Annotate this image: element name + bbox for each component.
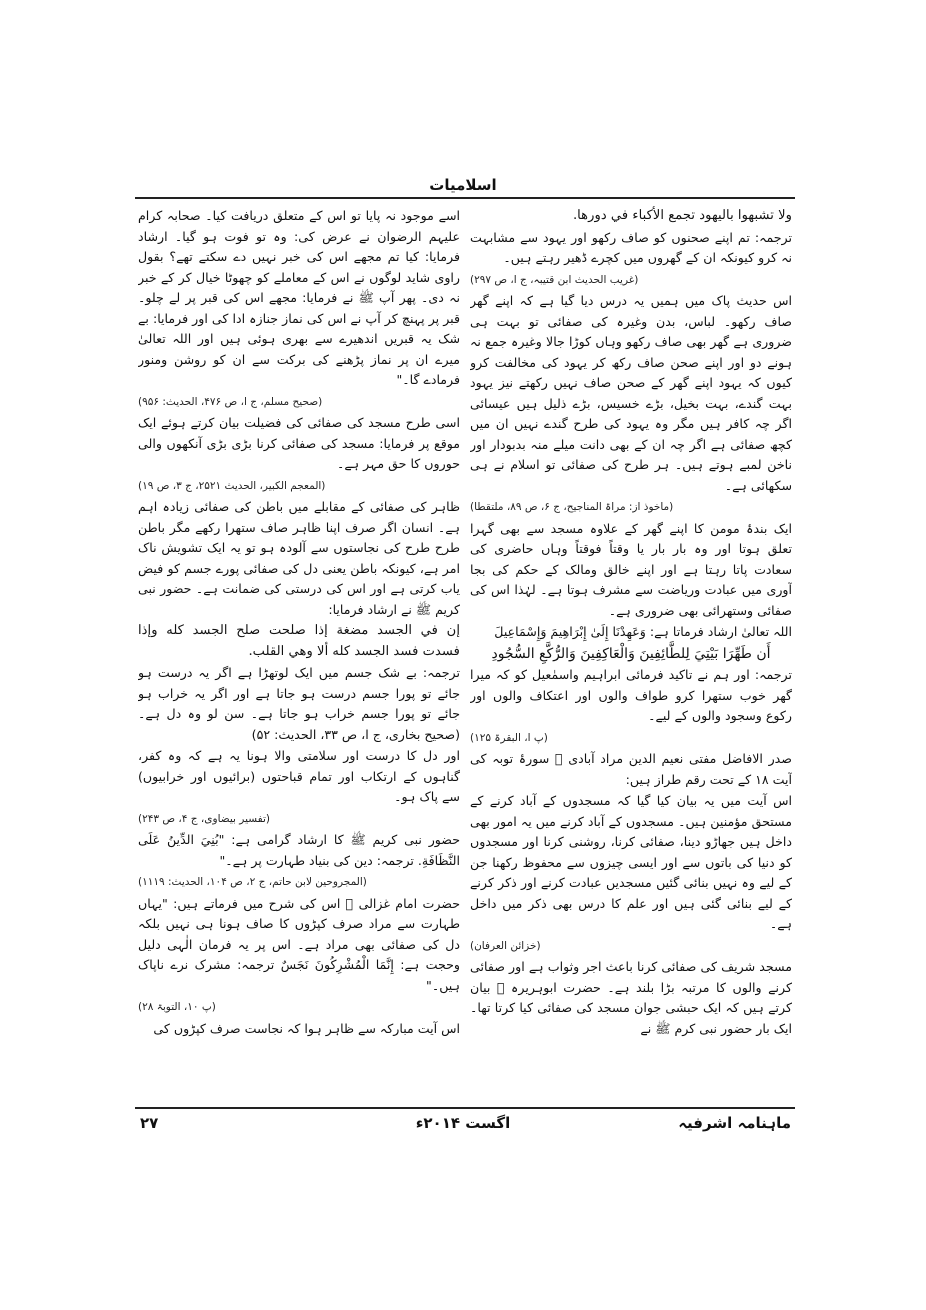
paragraph: اس آیت مبارکہ سے ظاہر ہوا کہ نجاست صرف کپڑوں کی (153, 1020, 460, 1036)
footer-divider (135, 1107, 795, 1109)
paragraph: اللہ تعالیٰ ارشاد فرماتا ہے: وَعَهِدْنَا إِلَىٰ إِبْرَاهِيمَ وَإِسْمَاعِيلَ (494, 624, 792, 639)
paragraph: ترجمہ: بے شک جسم میں ایک لوتھڑا ہے اگر یہ درست ہو جائے تو پورا جسم درست ہو جاتا ہے اور اگر یہ خراب ہو جائے تو پورا جسم خراب ہو جاتا ہے۔ سن لو وہ دل ہے۔ (صحیح بخاری، ج ا، ص ۳۳، الحدیث: ۵۲) (138, 665, 460, 742)
paragraph: ایک بندۂ مومن کا اپنے گھر کے علاوہ مسجد سے بھی گہرا تعلق ہوتا اور وہ بار بار یا وقتاً فوقتاً وہاں حاضری کی سعادت پاتا رہتا ہے اور اپنے خالق ومالک کے حکم کی بجا آوری میں عبادت وریاضت سے مشرف ہوتا ہے۔ لہٰذا اس کی صفائی وستھرائی بھی ضروری ہے۔ (470, 520, 792, 618)
citation: (صحیح مسلم، ج ا، ص ۴۷۶، الحدیث: ۹۵۶) (138, 395, 323, 408)
quran-verse: أَن طَهِّرَا بَيْتِيَ لِلطَّائِفِينَ وَالْعَاكِفِينَ وَالرُّكَّعِ السُّجُودِ (491, 645, 771, 662)
footer-magazine-name: ماہنامہ اشرفیہ (678, 1114, 791, 1132)
citation: (تفسیر بیضاوی، ج ۴، ص ۲۴۳) (138, 812, 270, 825)
right-column (470, 206, 792, 1101)
paragraph: اس آیت میں یہ بیان کیا گیا کہ مسجدوں کے آباد کرنے کے مستحق مؤمنین ہیں۔ مسجدوں کے آباد کرنے میں یہ امور بھی داخل ہیں جھاڑو دینا، صفائی کرنا، روشنی کرنا اور مسجدوں کو دنیا کی باتوں سے اور ایسی چیزوں سے محفوظ رکھنا جن کے لیے وہ نہیں بنائی گئیں مسجدیں عبادت کرنے اور ذکر کرنے کے لیے بنائی گئی ہیں اور علم کا درس بھی ذکر میں داخل ہے۔ (470, 793, 792, 931)
citation: (المجروحین لابن حاتم، ج ۲، ص ۱۰۴، الحدیث: ۱۱۱۹) (138, 876, 367, 888)
paragraph: حضرت امام غزالی ﷫ اس کی شرح میں فرماتے ہیں: "یہاں طہارت سے مراد صرف کپڑوں کا صاف ہونا ہی نہیں بلکہ دل کی صفائی بھی مراد ہے۔ اس پر یہ فرمان الٰہی دلیل وحجت ہے: إِنَّمَا الْمُشْرِكُونَ نَجَسٌ ترجمہ: مشرک نرے ناپاک ہیں۔" (138, 895, 460, 993)
paragraph: ولا تشبهوا باليهود تجمع الأكباء في دورها. (572, 208, 792, 223)
paragraph: صدر الافاضل مفتی نعیم الدین مراد آبادی ﷫ سورۂ توبہ کی آیت ۱۸ کے تحت رقم طراز ہیں: (470, 751, 792, 787)
left-column (138, 206, 460, 1101)
citation: (پ ا، البقرۃ ۱۲۵) (470, 731, 548, 744)
paragraph: اور دل کا درست اور سلامتی والا ہونا یہ ہے کہ وہ کفر، گناہوں کے ارتکاب اور تمام قباحتوں (برائیوں اور خرابیوں) سے پاک ہو۔ (138, 748, 460, 804)
page-number: ۲۷ (140, 1114, 159, 1132)
paragraph: ترجمہ: اور ہم نے تاکید فرمائی ابراہیم واسمٰعیل کو کہ میرا گھر خوب ستھرا کرو طواف والوں اور اعتکاف والوں اور رکوع وسجود والوں کے لیے۔ (470, 667, 792, 723)
section-title: اسلامیات (429, 176, 497, 194)
paragraph: مسجد شریف کی صفائی کرنا باعث اجر وثواب ہے اور صفائی کرنے والوں کا مرتبہ بڑا بلند ہے۔ حضرت ابوہریرہ ﷜ بیان کرتے ہیں کہ ایک حبشی جوان مسجد کی صفائی کیا کرتا تھا۔ ایک بار حضور نبی کرم ﷺ نے (470, 959, 792, 1036)
paragraph: حضور نبی کریم ﷺ کا ارشاد گرامی ہے: "بُنِيَ الدِّينُ عَلَى النَّظَافَةِ. ترجمہ: دین کی بنیاد طہارت پر ہے۔" (138, 832, 460, 868)
paragraph: ترجمہ: تم اپنے صحنوں کو صاف رکھو اور یہود سے مشابہت نہ کرو کیونکہ ان کے گھروں میں کچرے ڈھیر رہتے ہیں۔ (470, 229, 792, 265)
citation: (خزائن العرفان) (470, 939, 541, 952)
header-divider (135, 197, 795, 199)
footer-issue-date: اگست ۲۰۱۴ء (415, 1114, 511, 1132)
citation: (پ ۱۰، التوبۃ ۲۸) (138, 1001, 216, 1013)
citation: (غریب الحدیث ابن قتیبہ، ج ا، ص ۲۹۷) (470, 273, 639, 286)
paragraph: اسی طرح مسجد کی صفائی کی فضیلت بیان کرتے ہوئے ایک موقع پر فرمایا: مسجد کی صفائی کرنا بڑی بڑی آنکھوں والی حوروں کا حق مہر ہے۔ (138, 415, 460, 471)
paragraph: ظاہر کی صفائی کے مقابلے میں باطن کی صفائی زیادہ اہم ہے۔ انسان اگر صرف اپنا ظاہر صاف ستھرا رکھے مگر باطن طرح طرح کی نجاستوں سے آلودہ ہو تو یہ ایک تشویش ناک امر ہے، کیونکہ باطن یعنی دل کی صفائی پورے جسم کو فیض یاب کرتی ہے اور اس کی درستی کی ضمانت ہے۔ حضور نبی کریم ﷺ نے ارشاد فرمایا: (138, 499, 460, 617)
paragraph: اس حدیث پاک میں ہمیں یہ درس دیا گیا ہے کہ اپنے گھر صاف رکھو۔ لباس، بدن وغیرہ کی صفائی تو بہت ہی ضروری ہے گھر بھی صاف رکھو وہاں کوڑا جالا وغیرہ جمع نہ ہونے دو اور اپنے صحن صاف رکھ کر یہود کی مخالفت کرو کیوں کہ یہود اپنے گھر کے صحن صاف نہیں رکھتے نیز یہود بہت گندے، بہت بخیل، بڑے خسیس، بڑے ذلیل ہیں عیسائی اگر چہ کافر ہیں مگر وہ یہود کی طرح گندے نہیں ان میں کچھ صفائی ہے اگر چہ ان کے بھی دانت میلے منہ بدبودار اور ناخن لمبے ہوتے ہیں۔ ہر طرح کی صفائی تو اسلام نے ہی سکھائی ہے۔ (470, 293, 792, 493)
citation: (ماخوذ از: مراۃ المناجیح، ج ۶، ص ۸۹، ملتقطا) (470, 501, 674, 513)
page-header (0, 176, 926, 194)
citation: (المعجم الکبیر، الحدیث ۲۵۲۱، ج ۳، ص ۱۹) (138, 479, 326, 492)
hadith-arabic: إن في الجسد مضغة إذا صلحت صلح الجسد كله وإذا فسدت فسد الجسد كله ألا وهي القلب. (138, 623, 460, 659)
paragraph: اسے موجود نہ پایا تو اس کے متعلق دریافت کیا۔ صحابہ کرام علیہم الرضوان نے عرض کی: وہ تو فوت ہو گیا۔ ارشاد فرمایا: کیا تم مجھے اس کی خبر نہیں دے سکتے تھے؟ بقول راوی شاید لوگوں نے اس کے معاملے کو چھوٹا خیال کر کے خبر نہ دی۔ پھر آپ ﷺ نے فرمایا: مجھے اس کی قبر پر لے چلو۔ قبر پر پہنچ کر آپ نے اس کی نماز جنازہ ادا کی اور فرمایا: بے شک یہ قبریں اندھیرے سے بھری ہوئی ہیں اور اللہ تعالیٰ میرے ان پر نماز پڑھنے کی برکت سے ان کو روشن ومنور فرمادے گا۔" (138, 208, 460, 387)
